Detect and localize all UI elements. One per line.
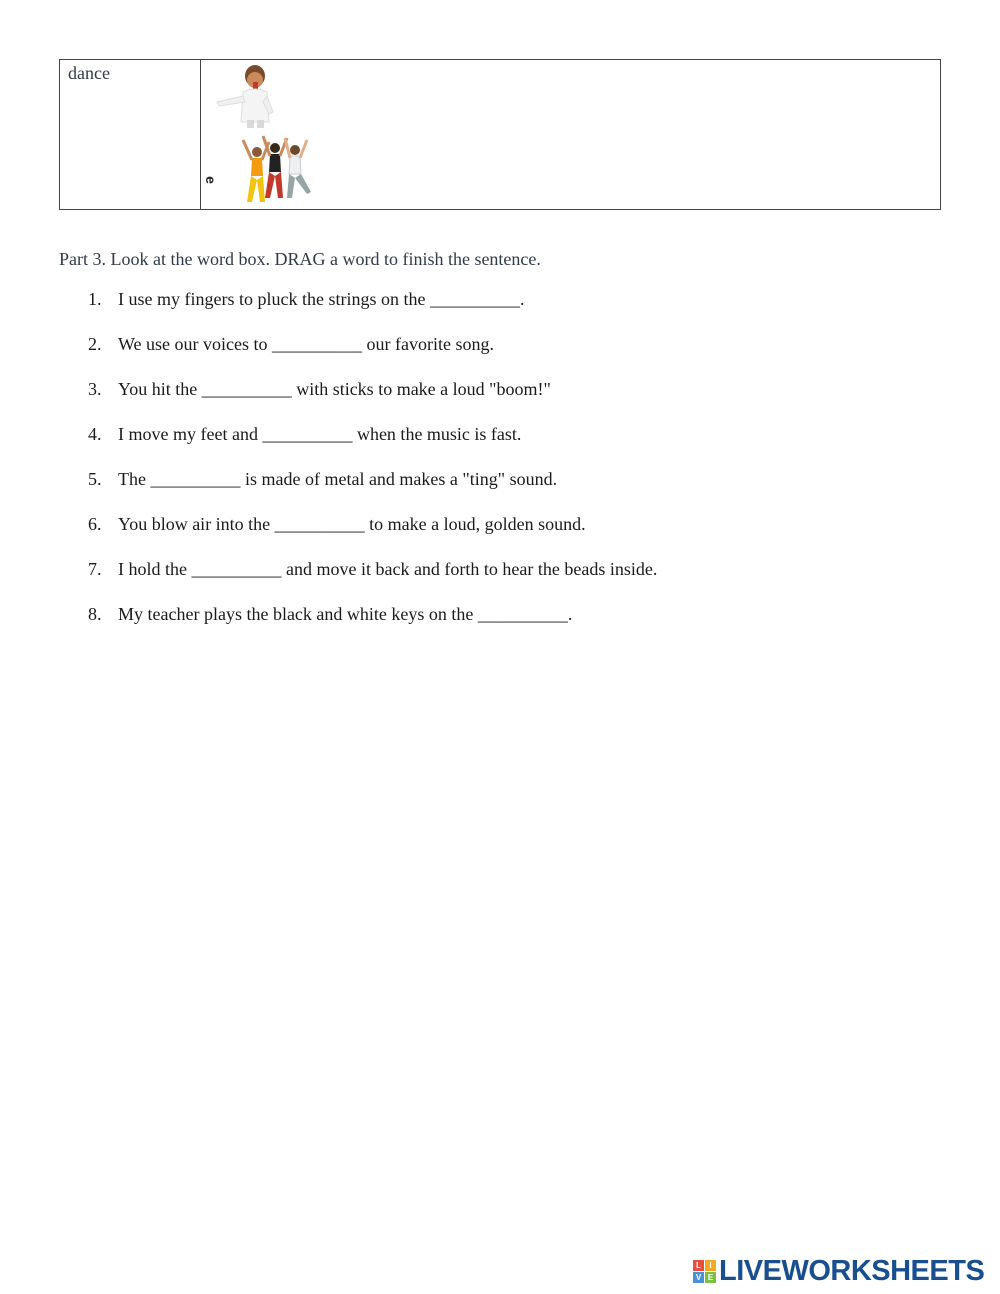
sentence-number: 4. <box>88 424 102 444</box>
picture-cell <box>201 60 940 209</box>
sentence-number: 3. <box>88 379 102 399</box>
logo-mark-letter: I <box>705 1260 716 1271</box>
sentence-number: 6. <box>88 514 102 534</box>
sentence-text: I move my feet and __________ when the music is fast. <box>118 424 522 444</box>
sentence-number: 2. <box>88 334 102 354</box>
sentence-text: I use my fingers to pluck the strings on the __________. <box>118 289 525 309</box>
sentence-list <box>88 289 657 649</box>
sentence-text: You hit the __________ with sticks to make a loud "boom!" <box>118 379 551 399</box>
logo-mark-letter: V <box>693 1272 704 1283</box>
sentence-item <box>88 334 657 379</box>
sentence-item <box>88 379 657 424</box>
sentence-text: The __________ is made of metal and makes a "ting" sound. <box>118 469 558 489</box>
sentence-text: You blow air into the __________ to make a loud, golden sound. <box>118 514 586 534</box>
sentence-item <box>88 559 657 604</box>
sentence-number: 5. <box>88 469 102 489</box>
sentence-text: We use our voices to __________ our favorite song. <box>118 334 494 354</box>
sentence-text: My teacher plays the black and white keys on the __________. <box>118 604 573 624</box>
logo-mark-icon <box>693 1260 716 1283</box>
singing-boy-image <box>211 62 281 128</box>
sentence-number: 7. <box>88 559 102 579</box>
logo-mark-letter: E <box>705 1272 716 1283</box>
sentence-item <box>88 604 657 649</box>
sentence-item <box>88 424 657 469</box>
sentence-text: I hold the __________ and move it back and forth to hear the beads inside. <box>118 559 658 579</box>
vocab-word: dance <box>68 63 110 83</box>
logo-mark-letter: L <box>693 1260 704 1271</box>
part3-instructions: Part 3. Look at the word box. DRAG a word to finish the sentence. <box>59 249 541 269</box>
vocabulary-table <box>59 59 941 210</box>
liveworksheets-logo[interactable] <box>693 1255 984 1288</box>
cut-off-letter: e <box>202 176 219 184</box>
sentence-item <box>88 514 657 559</box>
word-cell <box>60 60 201 209</box>
sentence-item <box>88 469 657 514</box>
dancing-kids-image <box>235 132 321 210</box>
logo-text: LIVEWORKSHEETS <box>719 1255 985 1287</box>
sentence-number: 1. <box>88 289 102 309</box>
sentence-item <box>88 289 657 334</box>
sentence-number: 8. <box>88 604 102 624</box>
